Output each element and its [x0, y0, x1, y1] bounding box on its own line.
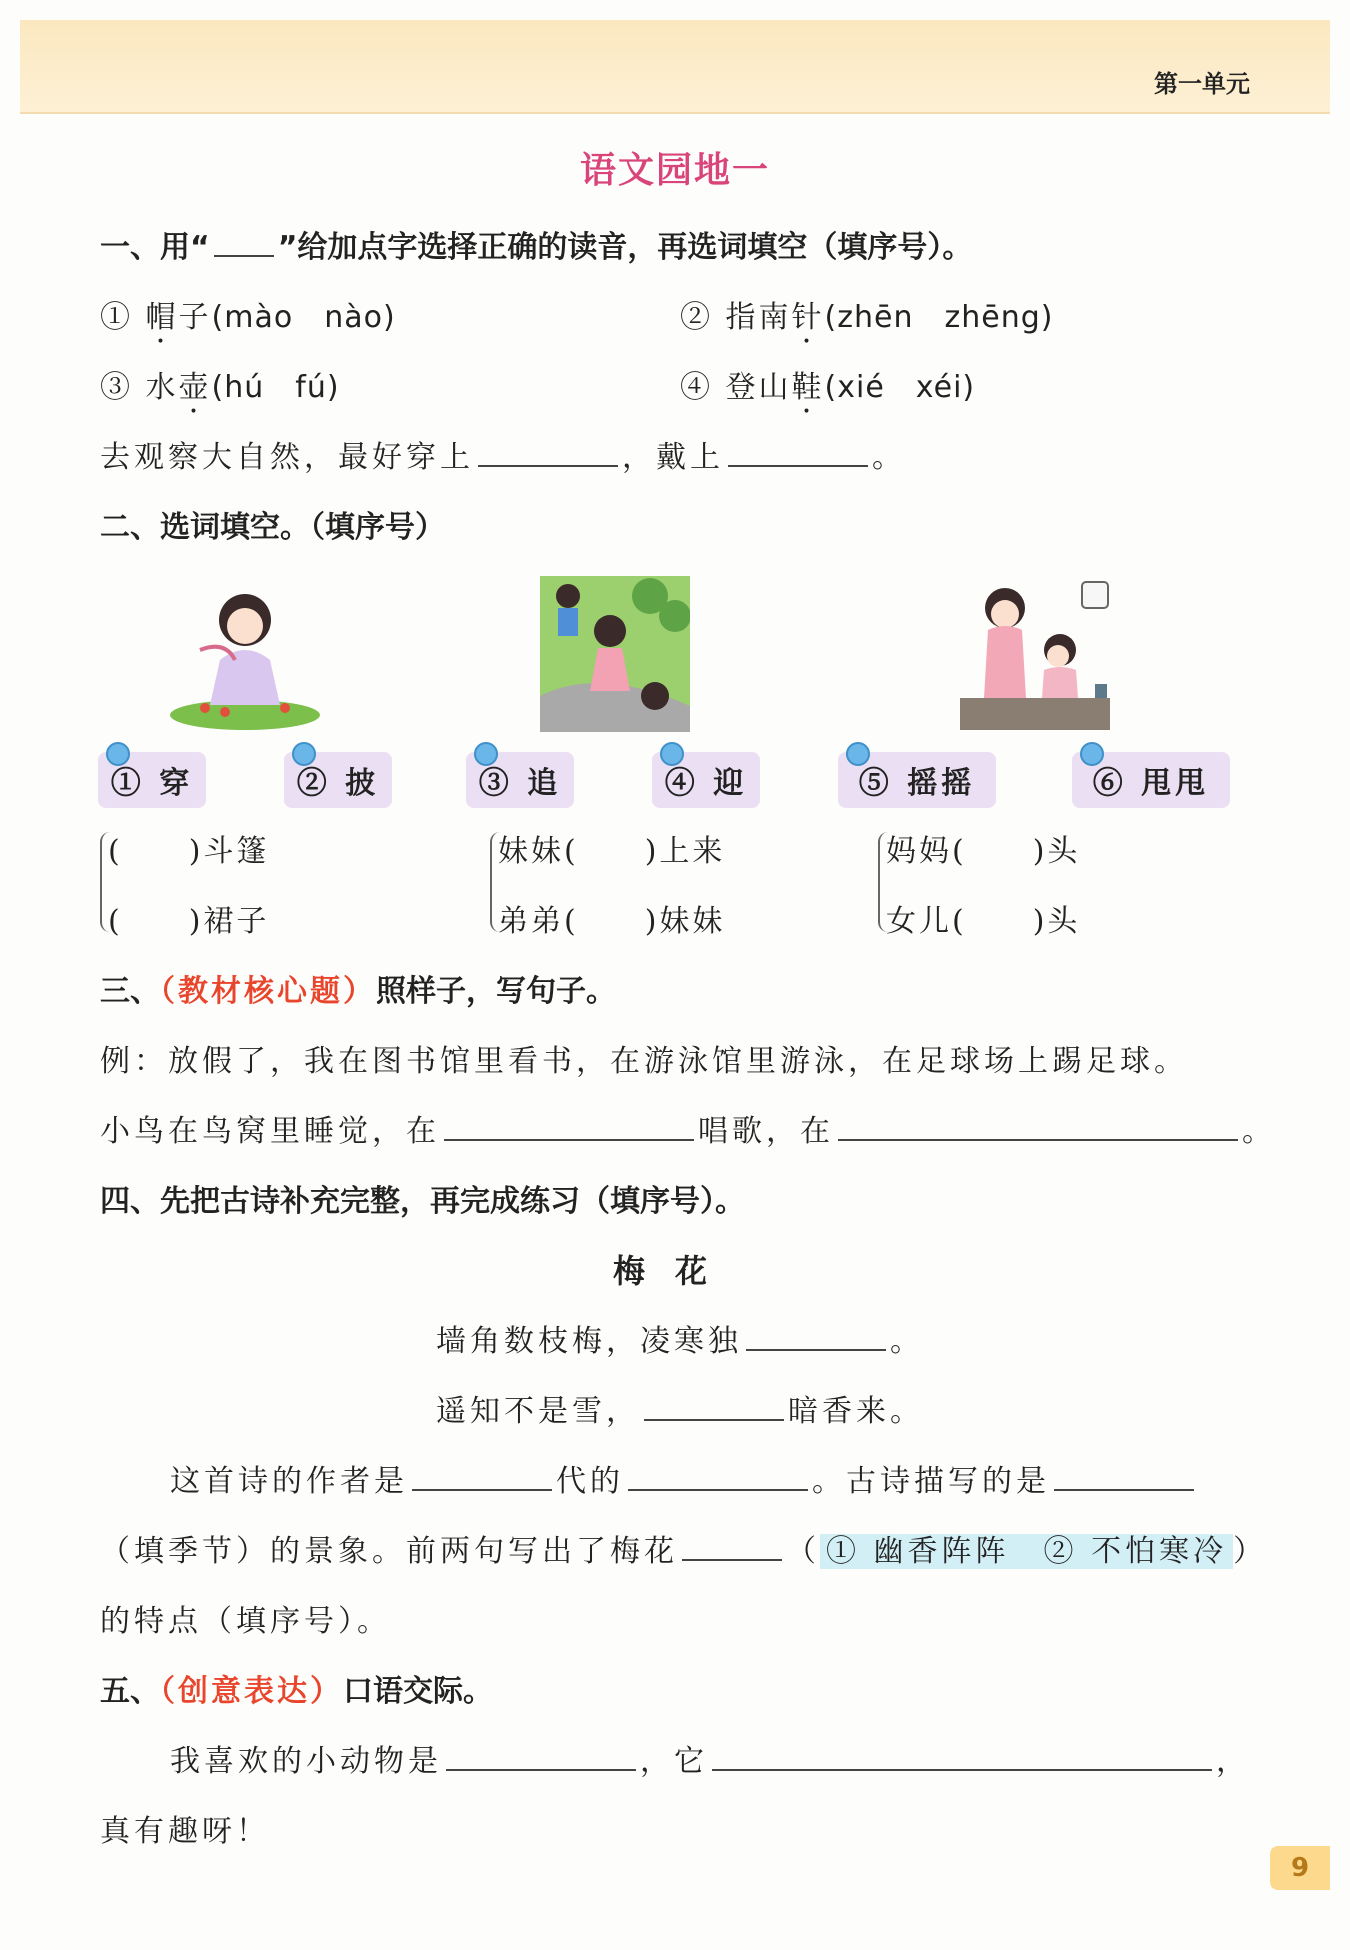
group-2-item[interactable]: 妹妹( )上来: [498, 834, 726, 869]
q3-heading-post: 照样子，写句子。: [376, 974, 616, 1009]
fill-text: 这首诗的作者是: [170, 1464, 408, 1499]
pin-icon: [292, 742, 316, 766]
q1-heading-post: ”给加点字选择正确的读音，再选词填空（填序号）。: [277, 230, 973, 265]
creative-expression-tag: （创意表达）: [160, 1674, 343, 1709]
choice-options: [820, 1534, 1233, 1569]
q5-heading-post: 口语交际。: [343, 1674, 493, 1709]
item-word-dotted: 针: [791, 300, 825, 335]
word-card-label: ① 穿: [110, 766, 194, 801]
answer-blank[interactable]: [1054, 1459, 1194, 1491]
q1-item-3: [100, 362, 340, 406]
answer-blank[interactable]: [444, 1109, 694, 1141]
answer-blank[interactable]: [746, 1319, 886, 1351]
page-number: 9: [1270, 1846, 1330, 1890]
q4-sentence-3: 的特点（填序号）。: [100, 1604, 391, 1639]
fill-text: 。古诗描写的是: [812, 1464, 1050, 1499]
fill-text: ，戴上: [622, 440, 724, 475]
item-word-dotted: 壶: [178, 370, 212, 405]
q1-mark-blank[interactable]: [214, 225, 274, 257]
word-card-label: ⑤ 摇摇: [858, 766, 976, 801]
q2-heading: 二、选词填空。（填序号）: [100, 510, 445, 545]
choice-option-1[interactable]: ① 幽香阵阵: [826, 1534, 1010, 1569]
poem-line-1: [436, 1316, 924, 1360]
unit-label: 第一单元: [1154, 70, 1250, 98]
group-1-item[interactable]: ( )裙子: [108, 904, 270, 939]
word-card-label: ⑥ 甩甩: [1092, 766, 1210, 801]
fill-text: 。: [1242, 1114, 1276, 1149]
q5-sentence-1: [170, 1736, 1250, 1780]
group-3-item[interactable]: 女儿( )头: [886, 904, 1081, 939]
poem-text: 暗香来。: [788, 1394, 924, 1429]
q4-sentence-2: [100, 1526, 1267, 1570]
core-question-tag: （教材核心题）: [160, 974, 376, 1009]
item-word: 登山: [725, 370, 792, 405]
choice-option-2[interactable]: ② 不怕寒冷: [1043, 1534, 1228, 1569]
group-1-item[interactable]: ( )斗篷: [108, 834, 270, 869]
pin-icon: [660, 742, 684, 766]
poem-title: 梅花: [612, 1252, 737, 1290]
item-word: 子: [178, 300, 212, 335]
poem-text: 墙角数枝梅，凌寒独: [436, 1324, 742, 1359]
answer-blank[interactable]: [446, 1739, 636, 1771]
fill-text: （填季节）的景象。前两句写出了梅花: [100, 1534, 678, 1569]
item-pinyin-options[interactable]: (zhēn zhēng): [824, 300, 1054, 335]
fill-text: ，它: [640, 1744, 708, 1779]
group-2-item[interactable]: 弟弟( )妹妹: [498, 904, 726, 939]
fill-text: ，: [1216, 1744, 1250, 1779]
fill-text: ）: [1233, 1534, 1268, 1569]
item-number: ③: [100, 370, 133, 405]
poem-text: 遥知不是雪，: [436, 1394, 640, 1429]
pin-icon: [846, 742, 870, 766]
word-card-1[interactable]: [98, 752, 206, 808]
fill-text: 代的: [556, 1464, 624, 1499]
word-card-6[interactable]: [1072, 752, 1230, 808]
poem-text: 。: [890, 1324, 924, 1359]
answer-blank[interactable]: [728, 435, 868, 467]
item-pinyin-options[interactable]: (hú fú): [211, 370, 340, 405]
item-word: 水: [145, 370, 179, 405]
answer-blank[interactable]: [628, 1459, 808, 1491]
word-card-5[interactable]: [838, 752, 996, 808]
q3-fill-sentence: [100, 1106, 1276, 1150]
item-pinyin-options[interactable]: (xié xéi): [824, 370, 976, 405]
word-card-label: ④ 迎: [664, 766, 748, 801]
answer-blank[interactable]: [412, 1459, 552, 1491]
word-card-2[interactable]: [284, 752, 392, 808]
page-title: 语文园地一: [579, 150, 770, 191]
answer-blank[interactable]: [712, 1739, 1212, 1771]
answer-blank[interactable]: [644, 1389, 784, 1421]
q3-heading-pre: 三、: [100, 974, 160, 1009]
item-word-dotted: 鞋: [791, 370, 825, 405]
q1-item-4: [680, 362, 975, 406]
q4-heading: 四、先把古诗补充完整，再完成练习（填序号）。: [100, 1184, 745, 1219]
word-card-4[interactable]: [652, 752, 760, 808]
word-card-label: ③ 追: [478, 766, 562, 801]
fill-text: 小鸟在鸟窝里睡觉，在: [100, 1114, 440, 1149]
group-3-item[interactable]: 妈妈( )头: [886, 834, 1081, 869]
item-number: ①: [100, 300, 133, 335]
item-pinyin-options[interactable]: (mào nào): [211, 300, 396, 335]
q5-heading: [100, 1666, 493, 1710]
fill-text: 唱歌，在: [698, 1114, 834, 1149]
page-header: [20, 20, 1330, 114]
q1-item-1: [100, 292, 396, 336]
pin-icon: [474, 742, 498, 766]
item-word: 指南: [725, 300, 792, 335]
pin-icon: [106, 742, 130, 766]
children-chase-illustration: [540, 576, 690, 732]
fill-text: （: [786, 1534, 820, 1569]
q1-item-2: [680, 292, 1053, 336]
q1-fill-sentence: [100, 432, 906, 476]
item-number: ④: [680, 370, 713, 405]
fill-text: 去观察大自然，最好穿上: [100, 440, 474, 475]
fill-text: 。: [872, 440, 906, 475]
answer-blank[interactable]: [838, 1109, 1238, 1141]
answer-blank[interactable]: [682, 1529, 782, 1561]
answer-blank[interactable]: [478, 435, 618, 467]
word-card-label: ② 披: [296, 766, 380, 801]
q3-heading: [100, 966, 616, 1010]
poem-line-2: [436, 1386, 924, 1430]
word-card-3[interactable]: [466, 752, 574, 808]
pin-icon: [1080, 742, 1104, 766]
q5-sentence-2: 真有趣呀！: [100, 1814, 270, 1849]
item-word-dotted: 帽: [145, 300, 179, 335]
q1-heading: [100, 222, 972, 266]
mother-daughter-illustration: [960, 580, 1110, 730]
q3-example: 例：放假了，我在图书馆里看书，在游泳馆里游泳，在足球场上踢足球。: [100, 1044, 1188, 1079]
q1-heading-pre: 一、用“: [100, 230, 210, 265]
q4-sentence-1: [170, 1456, 1198, 1500]
girl-cloak-illustration: [165, 580, 325, 730]
item-number: ②: [680, 300, 713, 335]
q5-heading-pre: 五、: [100, 1674, 160, 1709]
fill-text: 我喜欢的小动物是: [170, 1744, 442, 1779]
